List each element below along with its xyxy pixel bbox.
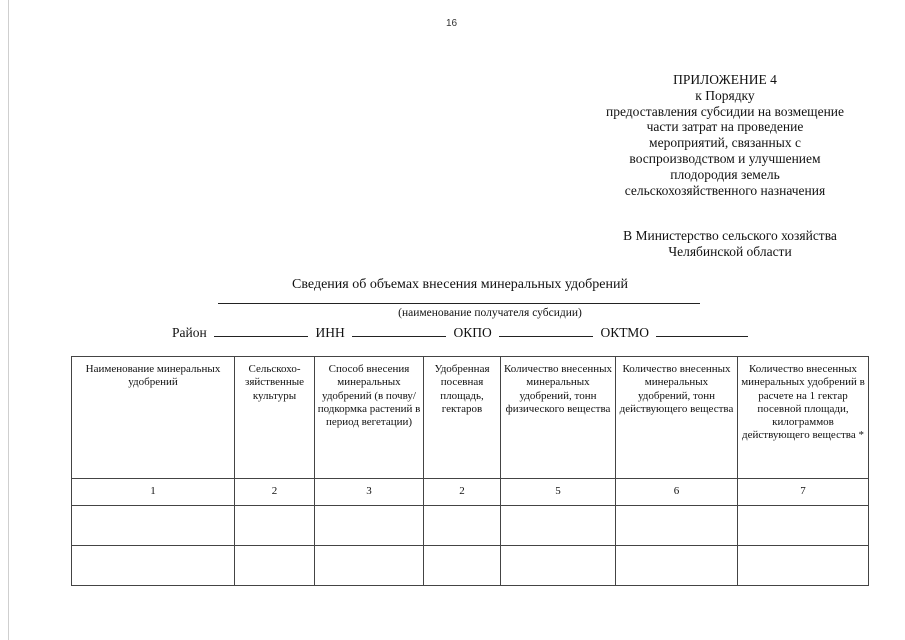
column-number: 1 xyxy=(72,479,235,506)
column-number: 3 xyxy=(315,479,424,506)
column-number-row xyxy=(72,479,869,506)
appendix-line: мероприятий, связанных с xyxy=(649,135,801,151)
column-number: 6 xyxy=(616,479,738,506)
table-cell[interactable] xyxy=(424,546,501,586)
recipient-caption: (наименование получателя субсидии) xyxy=(398,307,582,319)
inn-label: ИНН xyxy=(315,325,345,340)
column-number: 2 xyxy=(424,479,501,506)
table-cell[interactable] xyxy=(424,506,501,546)
district-label: Район xyxy=(172,325,207,340)
appendix-line: к Порядку xyxy=(695,87,755,103)
table-row xyxy=(72,546,869,586)
table-cell[interactable] xyxy=(315,506,424,546)
appendix-line: предоставления субсидии на возмещение xyxy=(605,103,845,119)
column-header: Количество внесенных минеральных удобрений, тонн физического вещества xyxy=(501,357,616,479)
page-edge xyxy=(8,0,9,640)
codes-row xyxy=(172,324,772,341)
recipient-name-field[interactable] xyxy=(218,303,700,304)
table-cell[interactable] xyxy=(315,546,424,586)
column-header: Количество внесенных минеральных удобрений в расчете на 1 гектар посевной площади, килограммов действующего вещества * xyxy=(738,357,869,479)
table-cell[interactable] xyxy=(72,506,235,546)
table-cell[interactable] xyxy=(616,506,738,546)
district-field[interactable] xyxy=(214,324,308,337)
table-cell[interactable] xyxy=(235,546,315,586)
okpo-label: ОКПО xyxy=(453,325,492,340)
appendix-line: сельскохозяйственного назначения xyxy=(624,182,826,198)
table-cell[interactable] xyxy=(72,546,235,586)
column-number: 7 xyxy=(738,479,869,506)
column-header: Способ внесения минеральных удобрений (в почву/подкормка растений в период вегетации) xyxy=(315,357,424,479)
column-header: Сельскохо-зяйственные культуры xyxy=(235,357,315,479)
table-cell[interactable] xyxy=(501,506,616,546)
appendix-block xyxy=(560,72,890,198)
table-cell[interactable] xyxy=(738,506,869,546)
addressee-block xyxy=(560,228,900,260)
appendix-line: воспроизводством и улучшением xyxy=(629,150,821,166)
fertilizer-table xyxy=(71,356,869,586)
table-cell[interactable] xyxy=(616,546,738,586)
table-cell[interactable] xyxy=(235,506,315,546)
appendix-line: плодородия земель xyxy=(670,166,780,182)
oktmo-field[interactable] xyxy=(656,324,748,337)
table-cell[interactable] xyxy=(501,546,616,586)
appendix-line: ПРИЛОЖЕНИЕ 4 xyxy=(673,72,777,87)
appendix-line: части затрат на проведение xyxy=(646,119,804,135)
document-title: Сведения об объемах внесения минеральных удобрений xyxy=(292,277,628,292)
column-number: 5 xyxy=(501,479,616,506)
addressee-line: Челябинской области xyxy=(668,244,792,259)
column-header: Количество внесенных минеральных удобрений, тонн действующего вещества xyxy=(616,357,738,479)
column-header: Наименование минеральных удобрений xyxy=(72,357,235,479)
column-header: Удобренная посевная площадь, гектаров xyxy=(424,357,501,479)
oktmo-label: ОКТМО xyxy=(600,325,650,340)
page-number: 16 xyxy=(446,18,458,29)
column-number: 2 xyxy=(235,479,315,506)
table-header-row xyxy=(72,357,869,479)
inn-field[interactable] xyxy=(352,324,446,337)
addressee-line: В Министерство сельского хозяйства xyxy=(623,228,837,243)
table-row xyxy=(72,506,869,546)
table-cell[interactable] xyxy=(738,546,869,586)
okpo-field[interactable] xyxy=(499,324,593,337)
